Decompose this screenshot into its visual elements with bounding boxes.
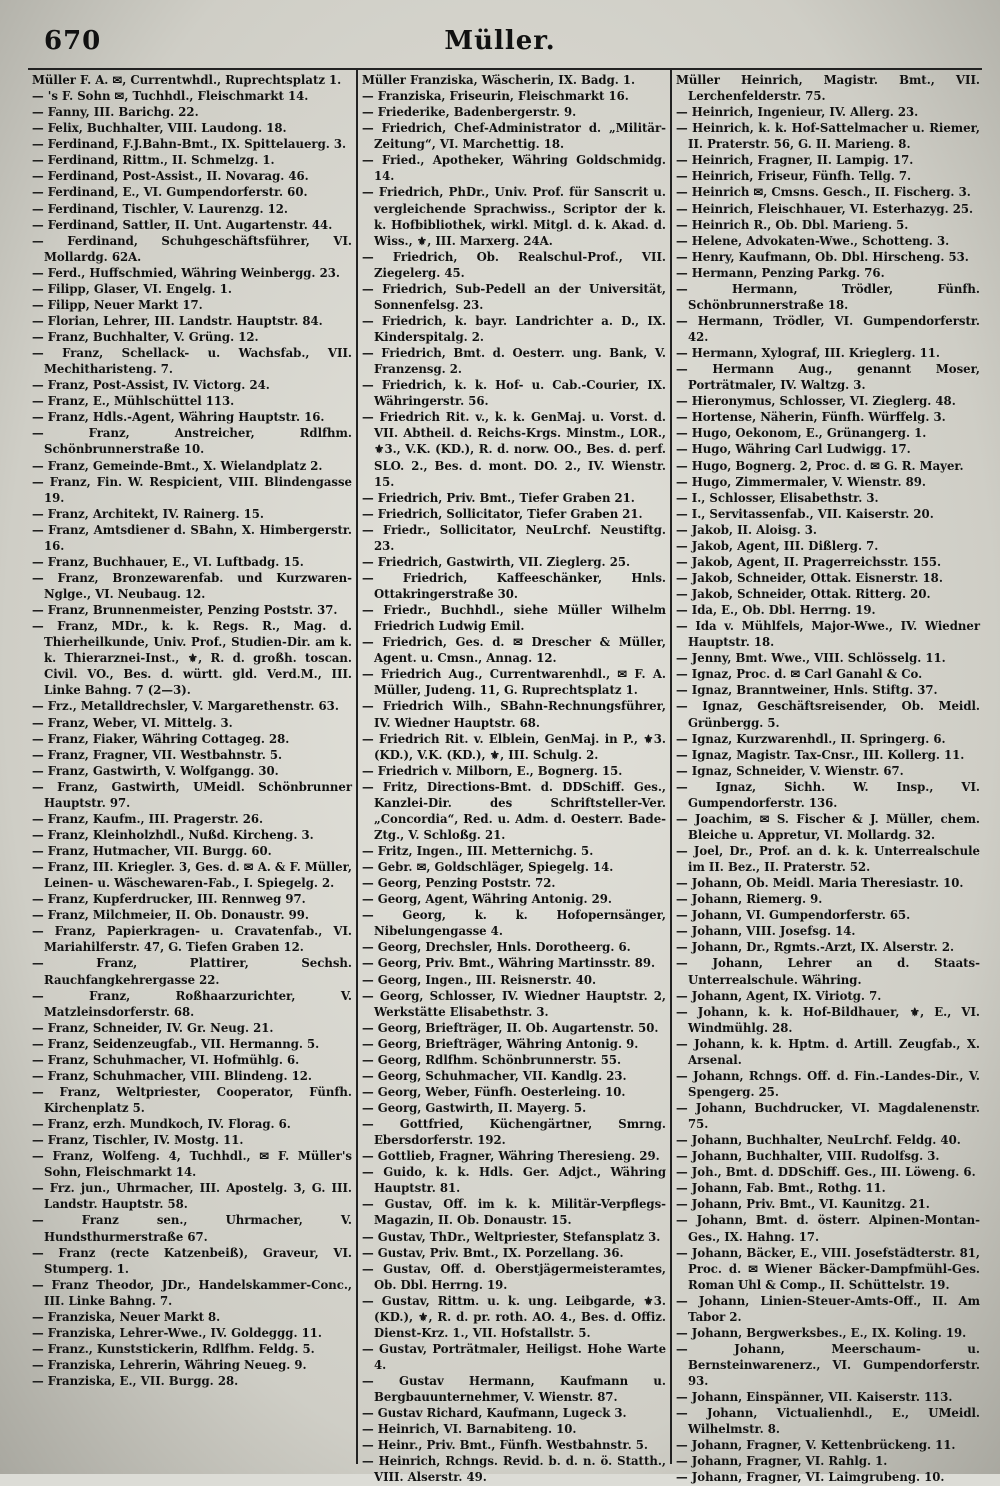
directory-entry: — Georg, Weber, Fünfh. Oesterleing. 10. (362, 1084, 626, 1099)
directory-entry: — Jakob, Agent, II. Pragerreichsstr. 155. (676, 554, 942, 569)
directory-entry: — Johann, Fragner, V. Kettenbrückeng. 11. (676, 1438, 956, 1453)
directory-entry: — Ferdinand, Schuhgeschäftsführer, VI. Mollardg. 62A. (32, 233, 352, 264)
directory-entry: — Gottfried, Küchengärtner, Smrng. Ebersdorferstr. 192. (362, 1117, 666, 1148)
directory-entry: — Fritz, Directions-Bmt. d. DDSchiff. Ges., Kanzlei-Dir. des Schriftsteller-Ver. „Concordia“, Red. u. Adm. d. Oesterr. Bade-Ztg., V. Schloßg. 21. (362, 779, 666, 842)
directory-entry: — Filipp, Glaser, VI. Engelg. 1. (32, 281, 232, 296)
directory-entry: — Joachim, ✉ S. Fischer & J. Müller, chem. Bleiche u. Appretur, VI. Mollardg. 32. (676, 811, 980, 842)
directory-entry: — Hermann, Xylograf, III. Krieglerg. 11. (676, 346, 940, 361)
directory-entry: — Fried., Apotheker, Währing Goldschmidg. 14. (362, 153, 666, 184)
directory-entry: Müller Franziska, Wäscherin, IX. Badg. 1. (362, 73, 636, 87)
directory-entry: — Franz, III. Kriegler. 3, Ges. d. ✉ A. & F. Müller, Leinen- u. Wäschewaren-Fab., I. Spiegelg. 2. (32, 860, 352, 891)
directory-entry: — Johann, Rchngs. Off. d. Fin.-Landes-Dir., V. Spengerg. 25. (676, 1068, 980, 1099)
directory-entry: — Johann, Fragner, VI. Rahlg. 1. (676, 1454, 888, 1469)
directory-entry: — Fanny, III. Barichg. 22. (32, 105, 199, 120)
directory-entry: — Hugo, Zimmermaler, V. Wienstr. 89. (676, 474, 926, 489)
directory-entry: — Franz, Buchhalter, V. Grüng. 12. (32, 330, 259, 344)
directory-entry: — Johann, Agent, IX. Viriotg. 7. (676, 988, 882, 1003)
directory-entry: — Franz, Schuhmacher, VI. Hofmühlg. 6. (32, 1052, 300, 1067)
directory-entry: — Frz. jun., Uhrmacher, III. Apostelg. 3, G. III. Landstr. Hauptstr. 58. (32, 1181, 352, 1212)
directory-entry: — Friedrich Rit. v. Elblein, GenMaj. in P., ⚜3. (KD.), V.K. (KD.), ⚜, III. Schulg. 2. (362, 731, 666, 762)
directory-entry: — Friedrich, k. k. Hof- u. Cab.-Courier, IX. Währingerstr. 56. (362, 378, 666, 409)
directory-entry: — Gustav, ThDr., Weltpriester, Stefansplatz 3. (362, 1229, 661, 1244)
directory-entry: — Franz, Gastwirth, UMeidl. Schönbrunner Hauptstr. 97. (32, 779, 352, 810)
directory-entry: — Franz, Wolfeng. 4, Tuchhdl., ✉ F. Müller's Sohn, Fleischmarkt 14. (32, 1149, 352, 1180)
directory-entry: — Franz, Kupferdrucker, III. Rennweg 97. (32, 892, 306, 907)
directory-entry: — Friedrich Wilh., SBahn-Rechnungsführer, IV. Wiedner Hauptstr. 68. (362, 699, 666, 730)
directory-entry: — Ferdinand, Sattler, II. Unt. Augartenstr. 44. (32, 217, 333, 232)
directory-entry: — Johann, Fab. Bmt., Rothg. 11. (676, 1181, 886, 1196)
directory-entry: — Ida v. Mühlfels, Major-Wwe., IV. Wiedner Hauptstr. 18. (676, 619, 980, 650)
directory-entry: — Heinrich, Friseur, Fünfh. Tellg. 7. (676, 169, 912, 184)
directory-entry: — Johann, Bergwerksbes., E., IX. Koling. 19. (676, 1325, 967, 1340)
directory-entry: — Friedrich, Ges. d. ✉ Drescher & Müller, Agent. u. Cmsn., Annag. 12. (362, 635, 666, 666)
directory-entry: — Friedrich, Sollicitator, Tiefer Graben 21. (362, 506, 643, 521)
directory-entry: — Ferdinand, Tischler, V. Laurenzg. 12. (32, 201, 288, 216)
directory-entry: — Franz, Weltpriester, Cooperator, Fünfh. Kirchenplatz 5. (32, 1084, 352, 1115)
directory-entry: — Heinr., Priv. Bmt., Fünfh. Westbahnstr. 5. (362, 1438, 648, 1453)
directory-entry: — Jakob, Schneider, Ottak. Ritterg. 20. (676, 587, 931, 601)
directory-entry: — Jakob, Agent, III. Dißlerg. 7. (676, 538, 879, 553)
directory-entry: — Gustav, Off. d. Oberstjägermeisteramtes, Ob. Dbl. Herrng. 19. (362, 1261, 666, 1292)
directory-entry: — Johann, Bäcker, E., VIII. Josefstädterstr. 81, Proc. d. ✉ Wiener Bäcker-Dampfmühl-Ges. Roman Uhl & Comp., II. Schüttelstr. 19. (676, 1245, 980, 1292)
directory-entry: — Franz, Kaufm., III. Pragerstr. 26. (32, 811, 264, 826)
directory-entry: — Franz, erzh. Mundkoch, IV. Florag. 6. (32, 1117, 291, 1132)
directory-entry: — Joel, Dr., Prof. an d. k. k. Unterrealschule im II. Bez., II. Praterstr. 52. (676, 844, 980, 875)
directory-entry: — Johann, k. k. Hptm. d. Artill. Zeugfab., X. Arsenal. (676, 1036, 980, 1067)
directory-entry: — I., Servitassenfab., VII. Kaiserstr. 20. (676, 506, 934, 521)
directory-entry: — Hermann Aug., genannt Moser, Porträtmaler, IV. Waltzg. 3. (676, 362, 980, 393)
directory-entry: — Franziska, Lehrerin, Währing Neueg. 9. (32, 1358, 307, 1372)
directory-entry: — Ida, E., Ob. Dbl. Herrng. 19. (676, 603, 876, 618)
directory-entry: — Franz, Weber, VI. Mittelg. 3. (32, 715, 233, 730)
directory-entry: — Johann, Meerschaum- u. Bernsteinwarenerz., VI. Gumpendorferstr. 93. (676, 1341, 980, 1389)
directory-entry: — Ignaz, Schneider, V. Wienstr. 67. (676, 763, 904, 778)
directory-entry: — Friedrich v. Milborn, E., Bognerg. 15. (362, 763, 623, 778)
directory-entry: — Franz, Amtsdiener d. SBahn, X. Himbergerstr. 16. (32, 522, 352, 553)
directory-entry: — Franz, E., Mühlschüttel 113. (32, 394, 235, 409)
directory-entry: — Hermann, Trödler, VI. Gumpendorferstr. 42. (676, 313, 980, 344)
directory-entry: — Ferdinand, F.J.Bahn-Bmt., IX. Spittelauerg. 3. (32, 137, 347, 152)
directory-entry: — Johann, Einspänner, VII. Kaiserstr. 113. (676, 1390, 953, 1405)
directory-entry: — Gustav, Rittm. u. k. ung. Leibgarde, ⚜3. (KD.), ⚜, R. d. pr. roth. AO. 4., Bes. d. Offiz. Dienst-Krz. 1., VII. Hofstallstr. 5. (362, 1293, 666, 1340)
directory-entry: — Florian, Lehrer, III. Landstr. Hauptstr. 84. (32, 313, 323, 328)
directory-entry: — Friedrich, k. bayr. Landrichter a. D., IX. Kinderspitalg. 2. (362, 313, 666, 344)
directory-entry: — Johann, VIII. Josefsg. 14. (676, 924, 856, 939)
directory-entry: — Ferdinand, E., VI. Gumpendorferstr. 60. (32, 185, 308, 200)
directory-entry: — Hermann, Penzing Parkg. 76. (676, 265, 885, 280)
directory-entry: — Franziska, Neuer Markt 8. (32, 1309, 221, 1324)
directory-entry: — Georg, Drechsler, Hnls. Dorotheerg. 6. (362, 940, 631, 955)
directory-entry: — Friedrich, Priv. Bmt., Tiefer Graben 21. (362, 490, 635, 505)
running-head: Müller. (444, 26, 556, 56)
directory-entry: — Heinrich, Rchngs. Revid. b. d. n. ö. Statth., VIII. Alserstr. 49. (362, 1454, 666, 1485)
directory-entry: — Heinrich, VI. Barnabiteng. 10. (362, 1422, 577, 1437)
directory-entry: — Franz sen., Uhrmacher, V. Hundsthurmerstraße 67. (32, 1213, 352, 1244)
directory-entry: — Johann, Buchhalter, VIII. Rudolfsg. 3. (676, 1149, 940, 1164)
directory-entry: — Johann, Bmt. d. österr. Alpinen-Montan-Ges., IX. Hahng. 17. (676, 1213, 980, 1244)
directory-entry: — 's F. Sohn ✉, Tuchhdl., Fleischmarkt 14. (32, 89, 309, 104)
directory-entry: — Franz, Roßhaarzurichter, V. Matzleinsdorferstr. 68. (32, 988, 352, 1019)
directory-columns (30, 70, 980, 1485)
directory-entry: — Franz, Gemeinde-Bmt., X. Wielandplatz 2. (32, 458, 323, 473)
directory-entry: — Gottlieb, Fragner, Währing Theresieng. 29. (362, 1149, 660, 1164)
directory-entry: — I., Schlosser, Elisabethstr. 3. (676, 490, 879, 505)
directory-entry: — Georg, k. k. Hofopernsänger, Nibelungengasse 4. (362, 908, 666, 939)
directory-entry: — Georg, Rdlfhm. Schönbrunnerstr. 55. (362, 1052, 622, 1067)
directory-entry: — Ignaz, Sichh. W. Insp., VI. Gumpendorferstr. 136. (676, 779, 980, 810)
directory-entry: — Johann, Fragner, VI. Laimgrubeng. 10. (676, 1470, 945, 1485)
directory-entry: — Georg, Gastwirth, II. Mayerg. 5. (362, 1101, 587, 1115)
directory-entry: — Johann, Lehrer an d. Staats-Unterrealschule. Währing. (676, 956, 980, 987)
directory-entry: — Heinrich, Fleischhauer, VI. Esterhazyg. 25. (676, 201, 974, 216)
directory-entry: — Franz, Fiaker, Währing Cottageg. 28. (32, 731, 290, 746)
directory-entry: — Ferd., Huffschmied, Währing Weinbergg. 23. (32, 265, 340, 280)
directory-entry: — Ignaz, Magistr. Tax-Cnsr., III. Kollerg. 11. (676, 747, 965, 762)
directory-entry: — Gustav Richard, Kaufmann, Lugeck 3. (362, 1406, 627, 1421)
directory-entry: — Guido, k. k. Hdls. Ger. Adjct., Währing Hauptstr. 81. (362, 1165, 666, 1196)
directory-entry: — Johann, VI. Gumpendorferstr. 65. (676, 908, 911, 923)
directory-entry: — Henry, Kaufmann, Ob. Dbl. Hirscheng. 53. (676, 249, 969, 264)
directory-entry: — Hugo, Bognerg. 2, Proc. d. ✉ G. R. Mayer. (676, 458, 964, 473)
column-right (672, 70, 980, 1485)
directory-entry: — Franz, Tischler, IV. Mostg. 11. (32, 1133, 244, 1148)
directory-entry: Müller Heinrich, Magistr. Bmt., VII. Lerchenfelderstr. 75. (676, 73, 980, 104)
directory-entry: — Franz, Hutmacher, VII. Burgg. 60. (32, 844, 272, 858)
directory-entry: — Franz, MDr., k. k. Regs. R., Mag. d. Thierheilkunde, Univ. Prof., Studien-Dir. am k. k. Thierarznei-Inst., ⚜, R. d. großh. toscan. Civil. VO., Bes. d. württ. gld. Verd.M., III. Linke Bahng. 7 (2—3). (32, 619, 352, 698)
directory-entry: — Frz., Metalldrechsler, V. Margarethenstr. 63. (32, 699, 339, 714)
directory-entry: — Franz, Bronzewarenfab. und Kurzwaren-Nglge., VI. Neubaug. 12. (32, 570, 352, 601)
directory-entry: — Filipp, Neuer Markt 17. (32, 297, 203, 312)
directory-entry: — Ferdinand, Rittm., II. Schmelzg. 1. (32, 153, 275, 168)
directory-entry: — Friedrich, Sub-Pedell an der Universität, Sonnenfelsg. 23. (362, 281, 666, 312)
directory-entry: — Johann, Dr., Rgmts.-Arzt, IX. Alserstr. 2. (676, 940, 955, 955)
directory-entry: — Heinrich, Ingenieur, IV. Allerg. 23. (676, 105, 919, 120)
directory-entry: — Hieronymus, Schlosser, VI. Zieglerg. 48. (676, 394, 956, 409)
directory-entry: — Georg, Penzing Poststr. 72. (362, 876, 556, 891)
directory-entry: — Hugo, Währing Carl Ludwigg. 17. (676, 442, 911, 457)
directory-entry: — Hugo, Oekonom, E., Grünangerg. 1. (676, 426, 927, 441)
directory-entry: — Georg, Agent, Währing Antonig. 29. (362, 892, 613, 907)
directory-entry: — Jenny, Bmt. Wwe., VIII. Schlösselg. 11. (676, 651, 946, 666)
directory-entry: — Georg, Schuhmacher, VII. Kandlg. 23. (362, 1068, 627, 1083)
page-number: 670 (44, 26, 102, 56)
directory-entry: — Jakob, II. Aloisg. 3. (676, 522, 817, 537)
directory-entry: — Franziska, Lehrer-Wwe., IV. Goldeggg. 11. (32, 1325, 322, 1340)
directory-entry: — Franz, Gastwirth, V. Wolfgangg. 30. (32, 763, 279, 778)
directory-entry: — Friedrich, Ob. Realschul-Prof., VII. Ziegelerg. 45. (362, 249, 666, 280)
directory-entry: — Gustav Hermann, Kaufmann u. Bergbauunternehmer, V. Wienstr. 87. (362, 1374, 666, 1405)
directory-entry: — Friedrich Aug., Currentwarenhdl., ✉ F. A. Müller, Judeng. 11, G. Ruprechtsplatz 1. (362, 667, 666, 698)
directory-entry: — Franz, Architekt, IV. Rainerg. 15. (32, 506, 264, 521)
directory-entry: — Johann, Buchdrucker, VI. Magdalenenstr. 75. (676, 1101, 980, 1132)
directory-entry: — Franziska, E., VII. Burgg. 28. (32, 1374, 239, 1389)
directory-entry: — Franz, Buchhauer, E., VI. Luftbadg. 15. (32, 554, 304, 569)
directory-entry: — Ferdinand, Post-Assist., II. Novarag. 46. (32, 169, 309, 184)
directory-entry: — Johann, k. k. Hof-Bildhauer, ⚜, E., VI. Windmühlg. 28. (676, 1004, 980, 1035)
directory-entry: — Franz, Kleinholzhdl., Nußd. Kircheng. 3. (32, 827, 314, 842)
directory-entry: — Franz, Schneider, IV. Gr. Neug. 21. (32, 1020, 274, 1035)
directory-entry: — Franz, Schuhmacher, VIII. Blindeng. 12. (32, 1068, 312, 1083)
directory-entry: — Ignaz, Branntweiner, Hnls. Stiftg. 37. (676, 683, 938, 698)
directory-entry: — Franz, Papierkragen- u. Cravatenfab., VI. Mariahilferstr. 47, G. Tiefen Graben 12. (32, 924, 352, 955)
directory-entry: — Ignaz, Kurzwarenhdl., II. Springerg. 6. (676, 731, 946, 746)
directory-entry: — Friedrich, Kaffeeschänker, Hnls. Ottakringerstraße 30. (362, 570, 666, 601)
page-header (0, 0, 1000, 66)
directory-entry: — Franz, Fragner, VII. Westbahnstr. 5. (32, 747, 283, 762)
directory-entry: — Friedrich, PhDr., Univ. Prof. für Sanscrit u. vergleichende Sprachwiss., Scriptor der k. k. Hofbibliothek, wirkl. Mitgl. d. k. Akad. d. Wiss., ⚜, III. Marxerg. 24A. (362, 185, 666, 248)
directory-entry: — Franz, Schellack- u. Wachsfab., VII. Mechitharisteng. 7. (32, 346, 352, 377)
directory-entry: — Franziska, Friseurin, Fleischmarkt 16. (362, 89, 629, 104)
directory-entry: Müller F. A. ✉, Currentwhdl., Ruprechtsplatz 1. (32, 73, 342, 87)
directory-entry: — Friedrich, Bmt. d. Oesterr. ung. Bank, V. Franzensg. 2. (362, 346, 666, 377)
directory-entry: — Georg, Schlosser, IV. Wiedner Hauptstr. 2, Werkstätte Elisabethstr. 3. (362, 988, 666, 1019)
directory-entry: — Franz., Kunststickerin, Rdlfhm. Feldg. 5. (32, 1341, 315, 1356)
directory-entry: — Jakob, Schneider, Ottak. Eisnerstr. 18. (676, 570, 943, 585)
directory-entry: — Johann, Buchhalter, NeuLrchf. Feldg. 40. (676, 1133, 961, 1148)
directory-entry: — Felix, Buchhalter, VIII. Laudong. 18. (32, 121, 287, 136)
directory-entry: — Franz, Plattirer, Sechsh. Rauchfangkehrergasse 22. (32, 956, 352, 987)
directory-entry: — Joh., Bmt. d. DDSchiff. Ges., III. Löweng. 6. (676, 1165, 976, 1180)
directory-entry: — Gebr. ✉, Goldschläger, Spiegelg. 14. (362, 860, 614, 875)
directory-entry: — Franz, Hdls.-Agent, Währing Hauptstr. 16. (32, 410, 325, 425)
directory-entry: — Friedr., Buchhdl., siehe Müller Wilhelm Friedrich Ludwig Emil. (362, 603, 666, 634)
directory-entry: — Franz, Post-Assist, IV. Victorg. 24. (32, 378, 270, 393)
directory-entry: — Franz (recte Katzenbeiß), Graveur, VI. Stumperg. 1. (32, 1245, 352, 1276)
directory-entry: — Franz, Anstreicher, Rdlfhm. Schönbrunnerstraße 10. (32, 426, 352, 457)
directory-entry: — Gustav, Priv. Bmt., IX. Porzellang. 36. (362, 1245, 624, 1260)
directory-entry: — Georg, Priv. Bmt., Währing Martinsstr. 89. (362, 956, 656, 971)
column-middle (358, 70, 672, 1485)
directory-entry: — Heinrich ✉, Cmsns. Gesch., II. Fischerg. 3. (676, 185, 971, 200)
directory-entry: — Fritz, Ingen., III. Metternichg. 5. (362, 844, 594, 858)
directory-entry: — Ignaz, Geschäftsreisender, Ob. Meidl. Grünbergg. 5. (676, 699, 980, 730)
directory-entry: — Franz, Milchmeier, II. Ob. Donaustr. 99. (32, 908, 309, 923)
directory-entry: — Heinrich, Fragner, II. Lampig. 17. (676, 153, 914, 168)
directory-entry: — Johann, Victualienhdl., E., UMeidl. Wilhelmstr. 8. (676, 1406, 980, 1437)
column-left (30, 70, 358, 1464)
directory-entry: — Franz, Seidenzeugfab., VII. Hermanng. 5. (32, 1036, 320, 1051)
directory-entry: — Friedrich, Chef-Administrator d. „Militär-Zeitung“, VI. Marchettig. 18. (362, 121, 666, 152)
directory-entry: — Friederike, Badenbergerstr. 9. (362, 105, 577, 120)
directory-entry: — Johann, Priv. Bmt., VI. Kaunitzg. 21. (676, 1197, 930, 1212)
directory-entry: — Friedr., Sollicitator, NeuLrchf. Neustiftg. 23. (362, 522, 666, 553)
directory-entry: — Georg, Briefträger, Währing Antonig. 9. (362, 1036, 639, 1051)
directory-entry: — Helene, Advokaten-Wwe., Schotteng. 3. (676, 233, 950, 248)
directory-entry: — Hortense, Näherin, Fünfh. Würffelg. 3. (676, 410, 946, 425)
directory-entry: — Franz, Brunnenmeister, Penzing Poststr. 37. (32, 603, 338, 618)
directory-entry: — Johann, Riemerg. 9. (676, 892, 823, 907)
directory-entry: — Hermann, Trödler, Fünfh. Schönbrunnerstraße 18. (676, 281, 980, 312)
directory-entry: — Johann, Linien-Steuer-Amts-Off., II. Am Tabor 2. (676, 1293, 980, 1324)
directory-entry: — Franz, Fin. W. Respicient, VIII. Blindengasse 19. (32, 474, 352, 505)
directory-entry: — Friedrich, Gastwirth, VII. Zieglerg. 25. (362, 554, 631, 569)
directory-entry: — Johann, Ob. Meidl. Maria Theresiastr. 10. (676, 876, 964, 891)
directory-entry: — Gustav, Porträtmaler, Heiligst. Hohe Warte 4. (362, 1341, 666, 1372)
directory-entry: — Ignaz, Proc. d. ✉ Carl Ganahl & Co. (676, 667, 923, 682)
directory-entry: — Friedrich Rit. v., k. k. GenMaj. u. Vorst. d. VII. Abtheil. d. Reichs-Krgs. Minstm., LOR., ⚜3., V.K. (KD.), R. d. norw. OO., Bes. d. perf. SLO. 2., Bes. d. mont. DO. 2., IV. Wienstr. 15. (362, 410, 666, 489)
directory-entry: — Heinrich, k. k. Hof-Sattelmacher u. Riemer, II. Praterstr. 56, G. II. Marieng. 8. (676, 121, 980, 152)
directory-entry: — Gustav, Off. im k. k. Militär-Verpflegs-Magazin, II. Ob. Donaustr. 15. (362, 1197, 666, 1228)
directory-entry: — Franz Theodor, JDr., Handelskammer-Conc., III. Linke Bahng. 7. (32, 1277, 352, 1308)
directory-entry: — Georg, Briefträger, II. Ob. Augartenstr. 50. (362, 1020, 659, 1035)
directory-entry: — Georg, Ingen., III. Reisnerstr. 40. (362, 972, 597, 987)
directory-entry: — Heinrich R., Ob. Dbl. Marieng. 5. (676, 217, 909, 232)
